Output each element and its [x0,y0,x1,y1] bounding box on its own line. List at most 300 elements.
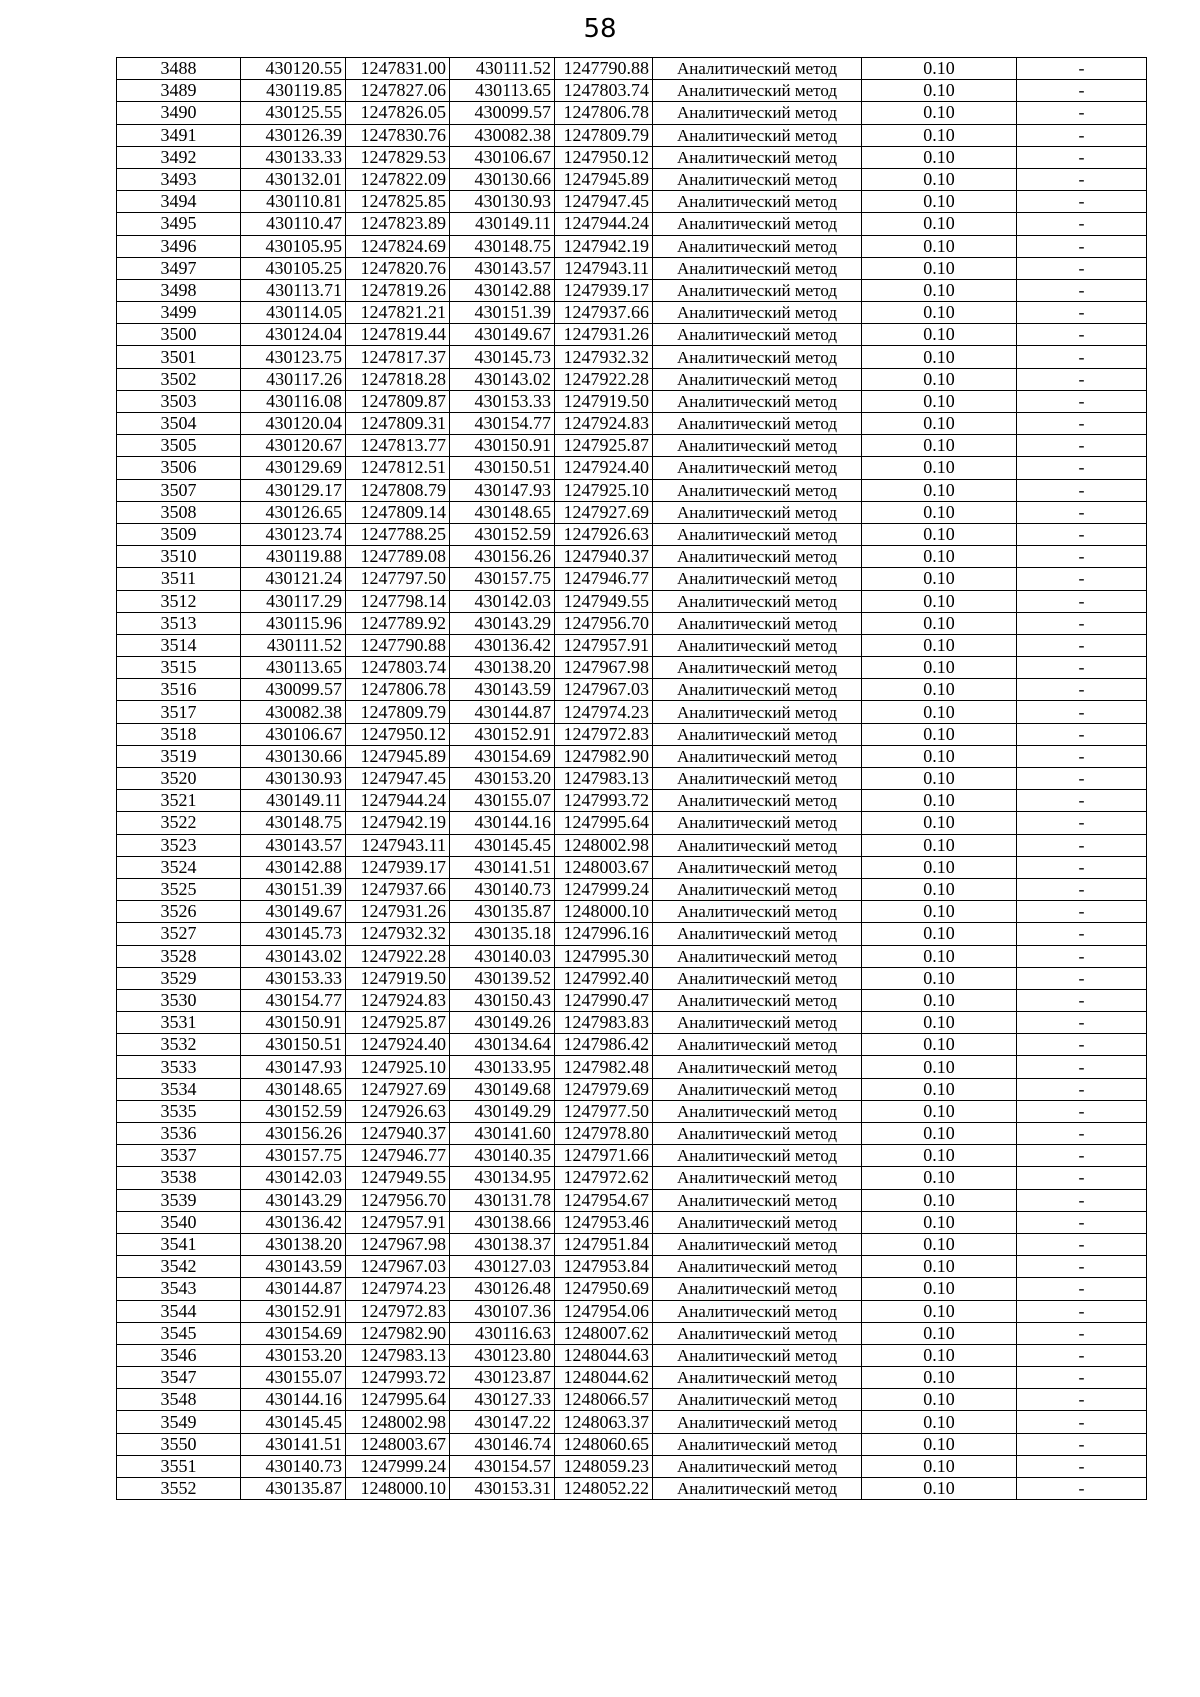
note-cell: - [1017,745,1147,767]
point-number-cell: 3510 [117,546,241,568]
accuracy-cell: 0.10 [862,634,1017,656]
accuracy-cell: 0.10 [862,1233,1017,1255]
x-end-cell: 430150.43 [450,989,555,1011]
accuracy-cell: 0.10 [862,745,1017,767]
point-number-cell: 3524 [117,856,241,878]
method-cell: Аналитический метод [653,390,862,412]
y-start-cell: 1247809.31 [346,413,450,435]
accuracy-cell: 0.10 [862,1211,1017,1233]
x-end-cell: 430139.52 [450,967,555,989]
method-cell: Аналитический метод [653,523,862,545]
point-number-cell: 3512 [117,590,241,612]
y-start-cell: 1247831.00 [346,58,450,80]
accuracy-cell: 0.10 [862,768,1017,790]
note-cell: - [1017,1233,1147,1255]
note-cell: - [1017,346,1147,368]
y-start-cell: 1247817.37 [346,346,450,368]
y-end-cell: 1248003.67 [555,856,653,878]
y-end-cell: 1247974.23 [555,701,653,723]
method-cell: Аналитический метод [653,568,862,590]
y-end-cell: 1247925.87 [555,435,653,457]
point-number-cell: 3519 [117,745,241,767]
x-start-cell: 430141.51 [241,1433,346,1455]
y-end-cell: 1247950.12 [555,146,653,168]
note-cell: - [1017,302,1147,324]
table-row [117,168,1147,190]
x-end-cell: 430138.37 [450,1233,555,1255]
point-number-cell: 3542 [117,1256,241,1278]
method-cell: Аналитический метод [653,1411,862,1433]
x-end-cell: 430153.20 [450,768,555,790]
table-row [117,1100,1147,1122]
y-start-cell: 1247943.11 [346,834,450,856]
point-number-cell: 3509 [117,523,241,545]
x-start-cell: 430117.26 [241,368,346,390]
x-start-cell: 430120.04 [241,413,346,435]
x-start-cell: 430126.65 [241,501,346,523]
note-cell: - [1017,634,1147,656]
table-row [117,1012,1147,1034]
x-start-cell: 430119.88 [241,546,346,568]
x-end-cell: 430155.07 [450,790,555,812]
y-end-cell: 1247919.50 [555,390,653,412]
y-start-cell: 1247993.72 [346,1367,450,1389]
method-cell: Аналитический метод [653,1344,862,1366]
y-end-cell: 1247954.67 [555,1189,653,1211]
x-start-cell: 430111.52 [241,634,346,656]
x-end-cell: 430130.93 [450,191,555,213]
method-cell: Аналитический метод [653,435,862,457]
table-row [117,901,1147,923]
point-number-cell: 3497 [117,257,241,279]
method-cell: Аналитический метод [653,1211,862,1233]
x-start-cell: 430124.04 [241,324,346,346]
x-start-cell: 430142.88 [241,856,346,878]
y-start-cell: 1247972.83 [346,1300,450,1322]
table-row [117,546,1147,568]
x-start-cell: 430151.39 [241,878,346,900]
note-cell: - [1017,590,1147,612]
y-start-cell: 1247926.63 [346,1100,450,1122]
x-start-cell: 430150.91 [241,1012,346,1034]
x-end-cell: 430136.42 [450,634,555,656]
x-end-cell: 430156.26 [450,546,555,568]
x-end-cell: 430134.64 [450,1034,555,1056]
y-start-cell: 1247945.89 [346,745,450,767]
method-cell: Аналитический метод [653,878,862,900]
table-row [117,413,1147,435]
note-cell: - [1017,1344,1147,1366]
table-row [117,1211,1147,1233]
y-start-cell: 1247822.09 [346,168,450,190]
method-cell: Аналитический метод [653,1256,862,1278]
x-start-cell: 430135.87 [241,1478,346,1500]
point-number-cell: 3498 [117,279,241,301]
table-row [117,790,1147,812]
table-row [117,191,1147,213]
y-start-cell: 1247818.28 [346,368,450,390]
x-start-cell: 430117.29 [241,590,346,612]
y-end-cell: 1247951.84 [555,1233,653,1255]
table-row [117,1322,1147,1344]
y-start-cell: 1247789.92 [346,612,450,634]
x-start-cell: 430157.75 [241,1145,346,1167]
note-cell: - [1017,80,1147,102]
x-end-cell: 430157.75 [450,568,555,590]
method-cell: Аналитический метод [653,901,862,923]
point-number-cell: 3491 [117,124,241,146]
accuracy-cell: 0.10 [862,413,1017,435]
method-cell: Аналитический метод [653,856,862,878]
note-cell: - [1017,967,1147,989]
note-cell: - [1017,1367,1147,1389]
accuracy-cell: 0.10 [862,346,1017,368]
note-cell: - [1017,923,1147,945]
x-start-cell: 430110.47 [241,213,346,235]
y-end-cell: 1248066.57 [555,1389,653,1411]
accuracy-cell: 0.10 [862,1411,1017,1433]
y-start-cell: 1247788.25 [346,523,450,545]
method-cell: Аналитический метод [653,1167,862,1189]
point-number-cell: 3499 [117,302,241,324]
method-cell: Аналитический метод [653,1389,862,1411]
note-cell: - [1017,1322,1147,1344]
x-end-cell: 430149.29 [450,1100,555,1122]
x-start-cell: 430105.25 [241,257,346,279]
accuracy-cell: 0.10 [862,102,1017,124]
accuracy-cell: 0.10 [862,878,1017,900]
x-end-cell: 430138.66 [450,1211,555,1233]
point-number-cell: 3538 [117,1167,241,1189]
accuracy-cell: 0.10 [862,1123,1017,1145]
y-end-cell: 1247983.13 [555,768,653,790]
y-start-cell: 1247944.24 [346,790,450,812]
page-number: 58 [583,14,617,44]
accuracy-cell: 0.10 [862,812,1017,834]
x-end-cell: 430127.33 [450,1389,555,1411]
accuracy-cell: 0.10 [862,923,1017,945]
table-row [117,479,1147,501]
accuracy-cell: 0.10 [862,279,1017,301]
y-start-cell: 1247809.79 [346,701,450,723]
y-end-cell: 1247982.90 [555,745,653,767]
x-start-cell: 430149.67 [241,901,346,923]
y-end-cell: 1247995.64 [555,812,653,834]
note-cell: - [1017,124,1147,146]
table-row [117,1189,1147,1211]
table-row [117,124,1147,146]
x-end-cell: 430142.03 [450,590,555,612]
table-row [117,501,1147,523]
accuracy-cell: 0.10 [862,1078,1017,1100]
point-number-cell: 3515 [117,657,241,679]
note-cell: - [1017,1278,1147,1300]
y-end-cell: 1247972.83 [555,723,653,745]
table-row [117,80,1147,102]
point-number-cell: 3530 [117,989,241,1011]
point-number-cell: 3534 [117,1078,241,1100]
table-row [117,701,1147,723]
y-end-cell: 1247990.47 [555,989,653,1011]
method-cell: Аналитический метод [653,324,862,346]
note-cell: - [1017,58,1147,80]
y-start-cell: 1247809.87 [346,390,450,412]
accuracy-cell: 0.10 [862,679,1017,701]
x-start-cell: 430133.33 [241,146,346,168]
y-start-cell: 1247924.83 [346,989,450,1011]
table-row [117,612,1147,634]
y-end-cell: 1247932.32 [555,346,653,368]
point-number-cell: 3489 [117,80,241,102]
method-cell: Аналитический метод [653,479,862,501]
point-number-cell: 3533 [117,1056,241,1078]
point-number-cell: 3523 [117,834,241,856]
x-end-cell: 430146.74 [450,1433,555,1455]
method-cell: Аналитический метод [653,413,862,435]
table-row [117,812,1147,834]
y-end-cell: 1247925.10 [555,479,653,501]
y-end-cell: 1247790.88 [555,58,653,80]
x-end-cell: 430154.77 [450,413,555,435]
method-cell: Аналитический метод [653,1322,862,1344]
method-cell: Аналитический метод [653,657,862,679]
note-cell: - [1017,1433,1147,1455]
accuracy-cell: 0.10 [862,723,1017,745]
point-number-cell: 3501 [117,346,241,368]
y-end-cell: 1248060.65 [555,1433,653,1455]
accuracy-cell: 0.10 [862,124,1017,146]
x-start-cell: 430153.33 [241,967,346,989]
y-start-cell: 1247967.98 [346,1233,450,1255]
x-end-cell: 430153.31 [450,1478,555,1500]
x-start-cell: 430120.67 [241,435,346,457]
point-number-cell: 3540 [117,1211,241,1233]
note-cell: - [1017,102,1147,124]
accuracy-cell: 0.10 [862,302,1017,324]
y-end-cell: 1247944.24 [555,213,653,235]
x-start-cell: 430148.75 [241,812,346,834]
x-end-cell: 430138.20 [450,657,555,679]
note-cell: - [1017,546,1147,568]
accuracy-cell: 0.10 [862,479,1017,501]
x-start-cell: 430153.20 [241,1344,346,1366]
method-cell: Аналитический метод [653,768,862,790]
note-cell: - [1017,146,1147,168]
x-start-cell: 430142.03 [241,1167,346,1189]
table-row [117,1167,1147,1189]
point-number-cell: 3529 [117,967,241,989]
method-cell: Аналитический метод [653,346,862,368]
x-end-cell: 430143.29 [450,612,555,634]
x-end-cell: 430131.78 [450,1189,555,1211]
x-start-cell: 430152.59 [241,1100,346,1122]
y-start-cell: 1247925.10 [346,1056,450,1078]
x-end-cell: 430141.60 [450,1123,555,1145]
x-start-cell: 430136.42 [241,1211,346,1233]
y-end-cell: 1247953.46 [555,1211,653,1233]
table-row [117,768,1147,790]
y-start-cell: 1247942.19 [346,812,450,834]
table-row [117,634,1147,656]
accuracy-cell: 0.10 [862,168,1017,190]
x-start-cell: 430115.96 [241,612,346,634]
accuracy-cell: 0.10 [862,967,1017,989]
y-start-cell: 1247931.26 [346,901,450,923]
x-start-cell: 430099.57 [241,679,346,701]
point-number-cell: 3541 [117,1233,241,1255]
method-cell: Аналитический метод [653,257,862,279]
y-start-cell: 1247957.91 [346,1211,450,1233]
accuracy-cell: 0.10 [862,1344,1017,1366]
method-cell: Аналитический метод [653,1012,862,1034]
y-end-cell: 1248002.98 [555,834,653,856]
method-cell: Аналитический метод [653,745,862,767]
y-start-cell: 1247949.55 [346,1167,450,1189]
point-number-cell: 3545 [117,1322,241,1344]
x-end-cell: 430113.65 [450,80,555,102]
point-number-cell: 3520 [117,768,241,790]
accuracy-cell: 0.10 [862,1433,1017,1455]
table-row [117,1056,1147,1078]
table-row [117,58,1147,80]
y-end-cell: 1248000.10 [555,901,653,923]
y-end-cell: 1247943.11 [555,257,653,279]
method-cell: Аналитический метод [653,191,862,213]
accuracy-cell: 0.10 [862,834,1017,856]
point-number-cell: 3522 [117,812,241,834]
x-end-cell: 430140.03 [450,945,555,967]
note-cell: - [1017,324,1147,346]
method-cell: Аналитический метод [653,679,862,701]
note-cell: - [1017,701,1147,723]
note-cell: - [1017,1034,1147,1056]
x-start-cell: 430147.93 [241,1056,346,1078]
note-cell: - [1017,1167,1147,1189]
note-cell: - [1017,878,1147,900]
x-end-cell: 430154.69 [450,745,555,767]
y-end-cell: 1247803.74 [555,80,653,102]
y-end-cell: 1247957.91 [555,634,653,656]
note-cell: - [1017,1145,1147,1167]
accuracy-cell: 0.10 [862,790,1017,812]
y-end-cell: 1247995.30 [555,945,653,967]
y-start-cell: 1247932.32 [346,923,450,945]
y-start-cell: 1247790.88 [346,634,450,656]
x-end-cell: 430145.73 [450,346,555,368]
x-start-cell: 430113.65 [241,657,346,679]
point-number-cell: 3503 [117,390,241,412]
accuracy-cell: 0.10 [862,901,1017,923]
point-number-cell: 3521 [117,790,241,812]
accuracy-cell: 0.10 [862,324,1017,346]
x-start-cell: 430143.02 [241,945,346,967]
y-end-cell: 1247947.45 [555,191,653,213]
x-end-cell: 430154.57 [450,1455,555,1477]
note-cell: - [1017,812,1147,834]
accuracy-cell: 0.10 [862,58,1017,80]
method-cell: Аналитический метод [653,923,862,945]
point-number-cell: 3543 [117,1278,241,1300]
y-start-cell: 1247947.45 [346,768,450,790]
y-start-cell: 1247823.89 [346,213,450,235]
accuracy-cell: 0.10 [862,1455,1017,1477]
x-start-cell: 430148.65 [241,1078,346,1100]
point-number-cell: 3525 [117,878,241,900]
table-row [117,279,1147,301]
x-start-cell: 430129.17 [241,479,346,501]
x-end-cell: 430126.48 [450,1278,555,1300]
method-cell: Аналитический метод [653,812,862,834]
y-end-cell: 1247809.79 [555,124,653,146]
x-end-cell: 430149.68 [450,1078,555,1100]
x-end-cell: 430135.87 [450,901,555,923]
y-start-cell: 1247919.50 [346,967,450,989]
y-end-cell: 1247977.50 [555,1100,653,1122]
table-row [117,1233,1147,1255]
x-end-cell: 430082.38 [450,124,555,146]
note-cell: - [1017,279,1147,301]
accuracy-cell: 0.10 [862,1478,1017,1500]
x-start-cell: 430143.57 [241,834,346,856]
method-cell: Аналитический метод [653,790,862,812]
x-end-cell: 430143.57 [450,257,555,279]
point-number-cell: 3502 [117,368,241,390]
x-start-cell: 430123.75 [241,346,346,368]
y-start-cell: 1247925.87 [346,1012,450,1034]
table-row [117,967,1147,989]
x-start-cell: 430138.20 [241,1233,346,1255]
point-number-cell: 3531 [117,1012,241,1034]
point-number-cell: 3526 [117,901,241,923]
table-row [117,923,1147,945]
y-end-cell: 1247946.77 [555,568,653,590]
note-cell: - [1017,1478,1147,1500]
method-cell: Аналитический метод [653,945,862,967]
y-end-cell: 1247992.40 [555,967,653,989]
y-start-cell: 1247798.14 [346,590,450,612]
accuracy-cell: 0.10 [862,1034,1017,1056]
x-end-cell: 430145.45 [450,834,555,856]
accuracy-cell: 0.10 [862,523,1017,545]
point-number-cell: 3536 [117,1123,241,1145]
note-cell: - [1017,168,1147,190]
point-number-cell: 3507 [117,479,241,501]
x-start-cell: 430120.55 [241,58,346,80]
note-cell: - [1017,1455,1147,1477]
y-start-cell: 1247974.23 [346,1278,450,1300]
y-end-cell: 1247940.37 [555,546,653,568]
table-row [117,745,1147,767]
y-end-cell: 1247993.72 [555,790,653,812]
accuracy-cell: 0.10 [862,257,1017,279]
y-start-cell: 1247819.44 [346,324,450,346]
x-start-cell: 430113.71 [241,279,346,301]
table-row [117,235,1147,257]
x-start-cell: 430156.26 [241,1123,346,1145]
y-start-cell: 1247939.17 [346,856,450,878]
accuracy-cell: 0.10 [862,612,1017,634]
accuracy-cell: 0.10 [862,191,1017,213]
accuracy-cell: 0.10 [862,1100,1017,1122]
table-row [117,989,1147,1011]
y-end-cell: 1247939.17 [555,279,653,301]
y-end-cell: 1247967.98 [555,657,653,679]
point-number-cell: 3504 [117,413,241,435]
y-start-cell: 1247829.53 [346,146,450,168]
y-start-cell: 1247813.77 [346,435,450,457]
note-cell: - [1017,856,1147,878]
x-end-cell: 430149.26 [450,1012,555,1034]
